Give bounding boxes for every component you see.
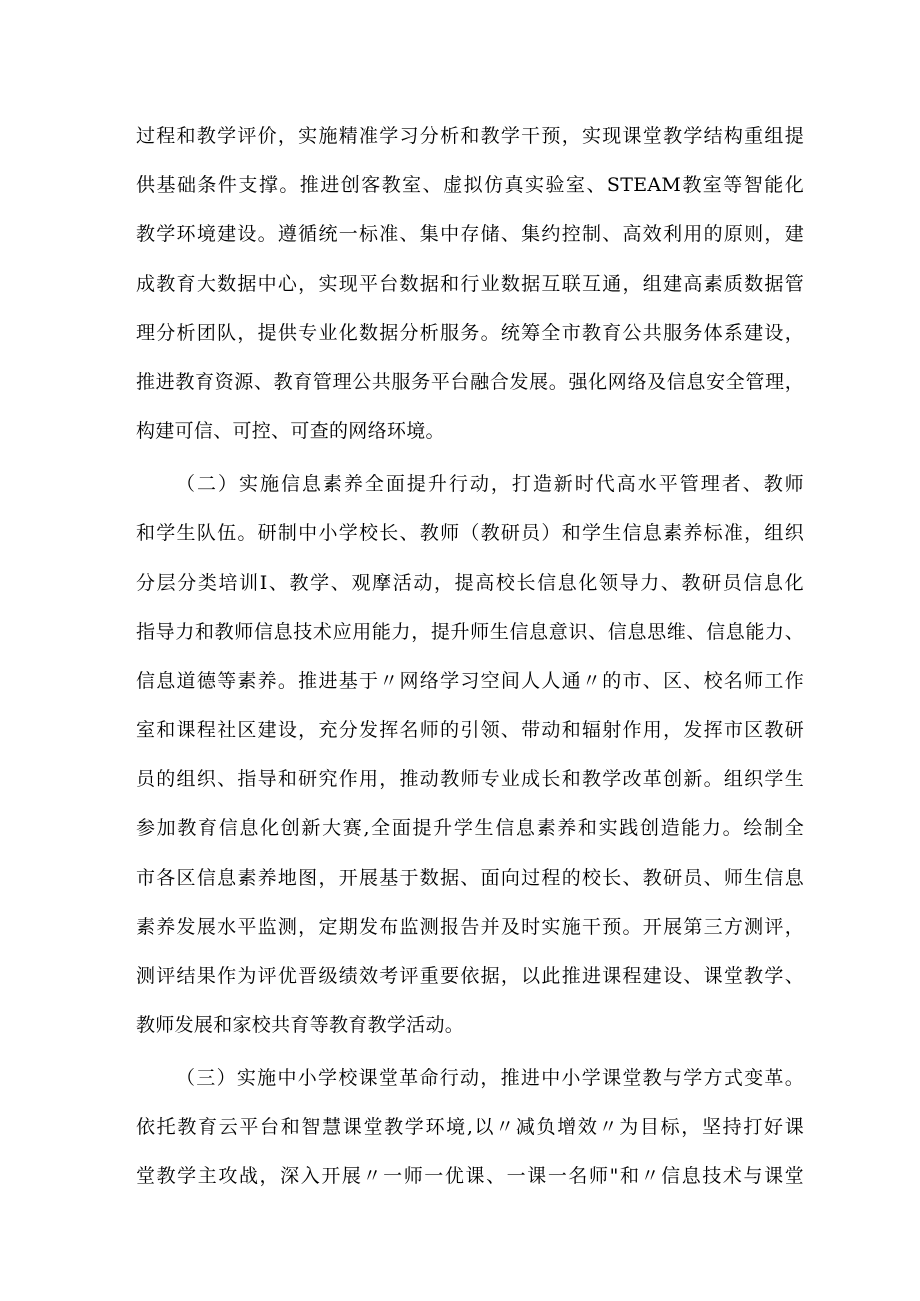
text-line: 供基础条件支撑。推进创客教室、虚拟仿真实验室、STEAM教室等智能化 — [136, 174, 804, 196]
text-line: 员的组织、指导和研究作用，推动教师专业成长和教学改革创新。组织学生 — [136, 768, 804, 790]
text-line: 构建可信、可控、可查的网络环境。 — [136, 420, 445, 442]
text-line: 和学生队伍。研制中小学校长、教师（教研员）和学生信息素养标准，组织 — [136, 522, 804, 544]
text-line: 测评结果作为评优晋级绩效考评重要依据，以此推进课程建设、课堂教学、 — [136, 965, 804, 987]
text-line: （二）实施信息素养全面提升行动，打造新时代高水平管理者、教师 — [176, 473, 804, 495]
text-line: （三）实施中小学校课堂革命行动，推进中小学课堂教与学方式变革。 — [176, 1067, 804, 1089]
text-line: 市各区信息素养地图，开展基于数据、面向过程的校长、教研员、师生信息 — [136, 867, 804, 889]
text-line: 分层分类培训Ⅰ、教学、观摩活动，提高校长信息化领导力、教研员信息化 — [136, 572, 804, 594]
text-line: 教师发展和家校共育等教育教学活动。 — [136, 1014, 465, 1036]
text-line: 指导力和教师信息技术应用能力，提升师生信息意识、信息思维、信息能力、 — [136, 621, 804, 643]
text-line: 信息道德等素养。推进基于〃网络学习空间人人通〃的市、区、校名师工作 — [136, 670, 804, 692]
text-line: 推进教育资源、教育管理公共服务平台融合发展。强化网络及信息安全管理， — [136, 371, 804, 393]
text-line: 参加教育信息化创新大赛,全面提升学生信息素养和实践创造能力。绘制全 — [136, 817, 804, 839]
text-line: 素养发展水平监测，定期发布监测报告并及时实施干预。开展第三方测评， — [136, 916, 804, 938]
text-line: 依托教育云平台和智慧课堂教学环境,以〃减负增效〃为目标，坚持打好课 — [136, 1116, 804, 1138]
text-line: 教学环境建设。遵循统一标准、集中存储、集约控制、高效利用的原则，建 — [136, 223, 804, 245]
text-line: 室和课程社区建设，充分发挥名师的引领、带动和辐射作用，发挥市区教研 — [136, 719, 804, 741]
text-line: 成教育大数据中心，实现平台数据和行业数据互联互通，组建高素质数据管 — [136, 273, 804, 295]
text-line: 过程和教学评价，实施精准学习分析和教学干预，实现课堂教学结构重组提 — [136, 125, 804, 147]
text-line: 堂教学主攻战，深入开展〃一师一优课、一课一名师"和〃信息技术与课堂 — [136, 1165, 804, 1187]
text-line: 理分析团队，提供专业化数据分析服务。统筹全市教育公共服务体系建设， — [136, 322, 804, 344]
